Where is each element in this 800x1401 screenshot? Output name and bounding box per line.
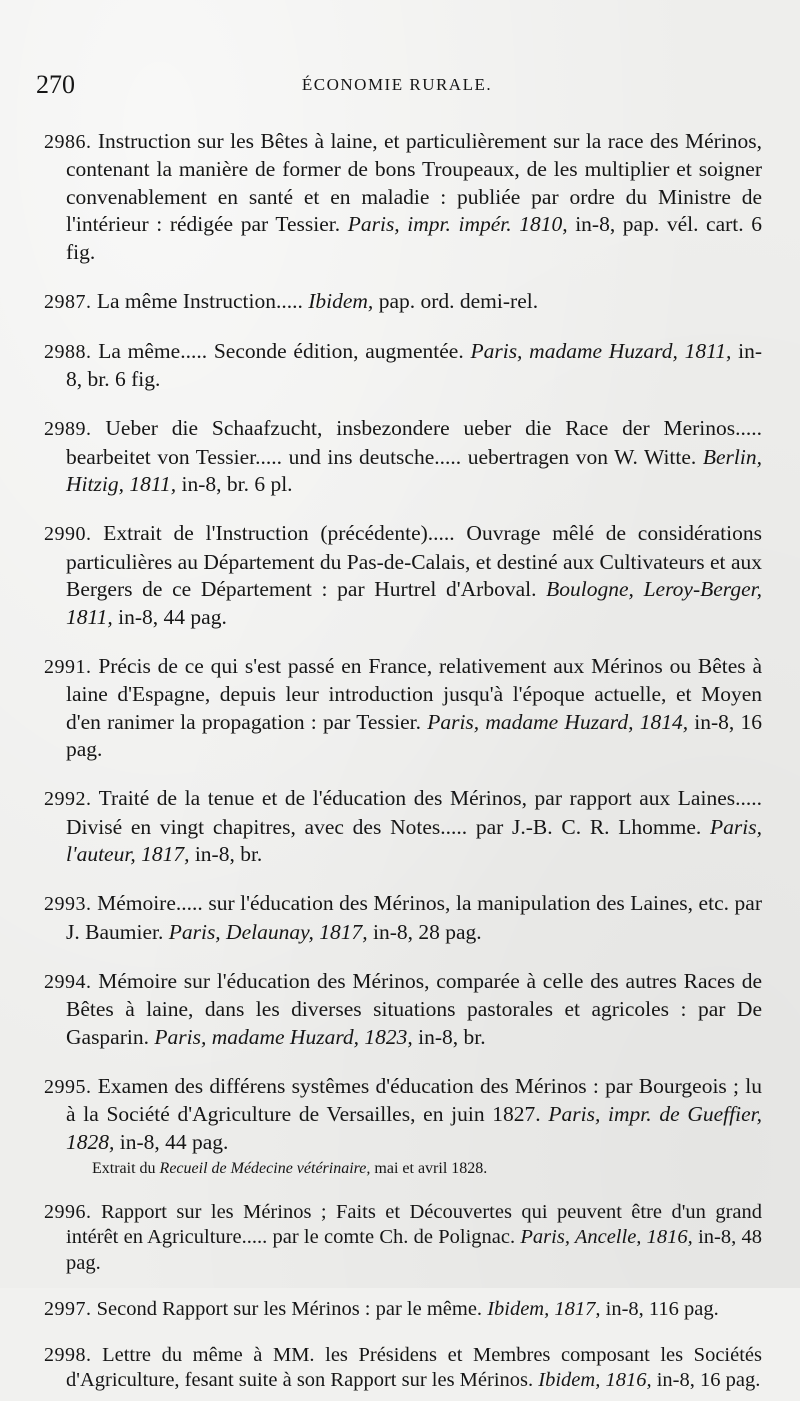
- entry-2992: 2992. Traité de la tenue et de l'éducation des Mérinos, par rapport aux Laines..... Divisé en vingt chapitres, avec des Notes..... par J.-B. C. R. Lhomme. Paris, l'auteur, 1817, in-8, br.: [44, 786, 763, 866]
- bibliography-entries: [44, 106, 762, 1401]
- running-title: ÉCONOMIE RURALE.: [301, 75, 493, 94]
- entry-2995: 2995. Examen des différens systêmes d'éducation des Mérinos : par Bourgeois ; lu à la Société d'Agriculture de Versailles, en juin 1827. Paris, impr. de Gueffier, 1828, in-8, 44 pag.: [44, 1073, 763, 1154]
- entry-2986: 2986. Instruction sur les Bêtes à laine, et particulièrement sur la race des Mérinos, contenant la manière de former de bons Troupeaux, de les multiplier et soigner convenablement en santé et en maladie : publiée par ordre du Ministre de l'intérieur : rédigée par Tessier. Paris, impr. impér. 1810, in-8, pap. vél. cart. 6 fig.: [44, 128, 762, 264]
- entry-2996: 2996. Rapport sur les Mérinos ; Faits et Découvertes qui peuvent être d'un grand intérêt en Agriculture..... par le comte Ch. de Polignac. Paris, Ancelle, 1816, in-8, 48 pag.: [44, 1200, 763, 1274]
- page-number: 270: [36, 70, 75, 99]
- entry-2990: 2990. Extrait de l'Instruction (précédente)..... Ouvrage mêlé de considérations particulières au Département du Pas-de-Calais, et destiné aux Cultivateurs et aux Bergers de ce Département : par Hurtrel d'Arboval. Boulogne, Leroy-Berger, 1811, in-8, 44 pag.: [44, 521, 763, 629]
- entry-2995-note: Extrait du Recueil de Médecine vétérinaire, mai et avril 1828.: [92, 1160, 488, 1177]
- entry-2987: 2987. La même Instruction..... Ibidem, pap. ord. demi-rel.: [44, 288, 539, 313]
- entry-2988: 2988. La même..... Seconde édition, augmentée. Paris, madame Huzard, 1811, in-8, br. 6 fig.: [44, 338, 763, 391]
- page-header: [36, 70, 758, 100]
- entry-2998: 2998. Lettre du même à MM. les Présidens et Membres composant les Sociétés d'Agriculture, fesant suite à son Rapport sur les Mérinos. Ibidem, 1816, in-8, 16 pag.: [44, 1343, 763, 1391]
- entry-2997: 2997. Second Rapport sur les Mérinos : par le même. Ibidem, 1817, in-8, 116 pag.: [44, 1297, 719, 1320]
- entry-2991: 2991. Précis de ce qui s'est passé en France, relativement aux Mérinos ou Bêtes à laine d'Espagne, depuis leur introduction jusqu'à l'époque actuelle, et Moyen d'en ranimer la propagation : par Tessier. Paris, madame Huzard, 1814, in-8, 16 pag.: [44, 653, 763, 761]
- entry-2994: 2994. Mémoire sur l'éducation des Mérinos, comparée à celle des autres Races de Bêtes à laine, dans les diverses situations pastorales et agricoles : par De Gasparin. Paris, madame Huzard, 1823, in-8, br.: [44, 968, 762, 1049]
- entry-2993: 2993. Mémoire..... sur l'éducation des Mérinos, la manipulation des Laines, etc. par J. Baumier. Paris, Delaunay, 1817, in-8, 28 pag.: [44, 891, 763, 944]
- entry-2989: 2989. Ueber die Schaafzucht, insbezondere ueber die Race der Merinos..... bearbeitet von Tessier..... und ins deutsche..... uebertragen von W. Witte. Berlin, Hitzig, 1811, in-8, br. 6 pl.: [44, 416, 763, 496]
